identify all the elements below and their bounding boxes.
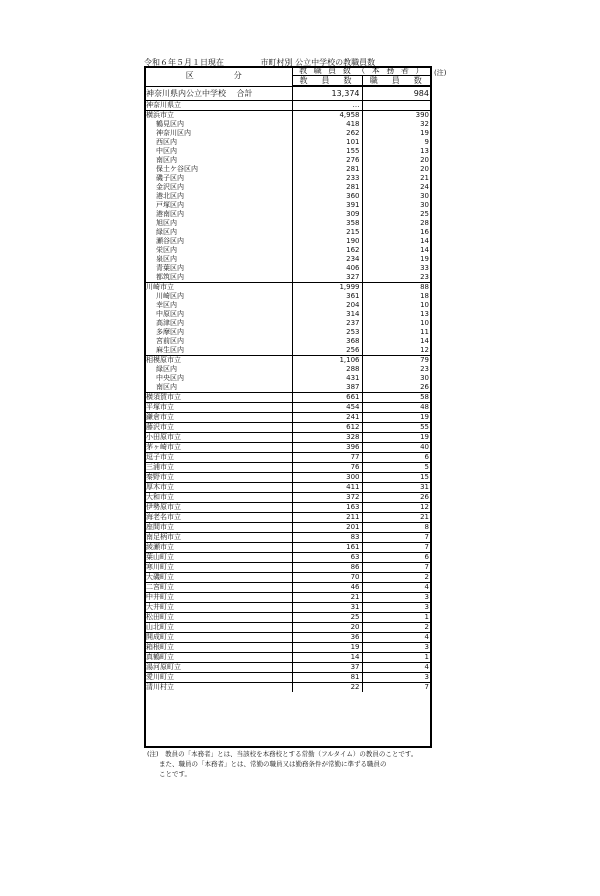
row-teachers: 14 xyxy=(292,653,362,663)
row-staff: 1 xyxy=(362,653,432,663)
row-name: 南足柄市立 xyxy=(144,533,292,543)
table-row xyxy=(144,129,432,138)
row-teachers: 163 xyxy=(292,503,362,513)
row-staff: 30 xyxy=(420,201,429,209)
table-row xyxy=(144,403,432,413)
row-name: 海老名市立 xyxy=(144,513,292,523)
row-teachers: 454 xyxy=(292,403,362,413)
row-teachers: 262 xyxy=(292,129,362,138)
note-mark: (注) xyxy=(434,69,447,77)
header-group: 教 職 員 数 （ 本 務 者 ） xyxy=(292,66,432,76)
table-row xyxy=(144,120,432,129)
row-staff: 13 xyxy=(420,310,429,318)
row-name: 川崎区内 xyxy=(144,292,292,301)
table-row xyxy=(144,246,432,255)
row-staff: 20 xyxy=(420,156,429,164)
row-teachers: 31 xyxy=(292,603,362,613)
header-teachers: 教 員 数 xyxy=(292,76,362,87)
row-staff: 32 xyxy=(420,120,429,128)
row-name: 小田原市立 xyxy=(144,433,292,443)
row-name: 藤沢市立 xyxy=(144,423,292,433)
table-row xyxy=(144,101,432,111)
row-name: 松田町立 xyxy=(144,613,292,623)
table-row xyxy=(144,423,432,433)
row-name: 都筑区内 xyxy=(144,273,292,283)
table-row xyxy=(144,328,432,337)
row-teachers: 387 xyxy=(292,383,362,393)
row-teachers: 372 xyxy=(292,493,362,503)
row-teachers: 234 xyxy=(292,255,362,264)
table-row xyxy=(144,573,432,583)
row-teachers: 201 xyxy=(292,523,362,533)
row-teachers: 19 xyxy=(292,643,362,653)
row-staff: 14 xyxy=(420,246,429,254)
row-name: 多摩区内 xyxy=(144,328,292,337)
header-staff: 職 員 数 xyxy=(362,76,432,87)
row-teachers: 411 xyxy=(292,483,362,493)
total-staff: 984 xyxy=(362,86,432,101)
row-teachers: 4,958 xyxy=(292,111,362,121)
row-teachers: 309 xyxy=(292,210,362,219)
row-teachers: 328 xyxy=(292,433,362,443)
row-staff: 24 xyxy=(420,183,429,191)
table-row xyxy=(144,374,432,383)
row-name: 戸塚区内 xyxy=(144,201,292,210)
row-staff: 26 xyxy=(362,493,432,503)
table-row xyxy=(144,673,432,683)
row-staff: 12 xyxy=(420,346,429,354)
row-staff: 20 xyxy=(420,165,429,173)
row-staff: 19 xyxy=(362,413,432,423)
row-teachers: 76 xyxy=(292,463,362,473)
row-name: 磯子区内 xyxy=(144,174,292,183)
table-row xyxy=(144,603,432,613)
table-row xyxy=(144,393,432,403)
row-teachers: 86 xyxy=(292,563,362,573)
row-staff: 88 xyxy=(362,283,432,293)
table-row xyxy=(144,453,432,463)
row-teachers: 1,106 xyxy=(292,356,362,366)
row-staff: 25 xyxy=(420,210,429,218)
table-row xyxy=(144,633,432,643)
row-name: 中区内 xyxy=(144,147,292,156)
row-name: 横浜市立 xyxy=(144,111,292,121)
table-row xyxy=(144,523,432,533)
row-staff: 7 xyxy=(362,543,432,553)
row-name: 泉区内 xyxy=(144,255,292,264)
row-teachers: 22 xyxy=(292,683,362,693)
row-staff: 390 xyxy=(362,111,432,121)
row-staff: 23 xyxy=(420,365,429,373)
table-row xyxy=(144,583,432,593)
row-teachers: 327 xyxy=(292,273,362,283)
staff-table xyxy=(144,66,432,692)
row-name: 川崎市立 xyxy=(144,283,292,293)
row-staff: 48 xyxy=(362,403,432,413)
row-staff: 23 xyxy=(420,273,429,281)
table-row xyxy=(144,533,432,543)
row-teachers: 46 xyxy=(292,583,362,593)
row-teachers: 20 xyxy=(292,623,362,633)
table-row xyxy=(144,156,432,165)
row-teachers: 77 xyxy=(292,453,362,463)
row-name: 大井町立 xyxy=(144,603,292,613)
row-name: 清川村立 xyxy=(144,683,292,693)
row-staff: 12 xyxy=(362,503,432,513)
row-teachers: 161 xyxy=(292,543,362,553)
row-teachers: 360 xyxy=(292,192,362,201)
row-staff: 14 xyxy=(420,337,429,345)
row-name: 座間市立 xyxy=(144,523,292,533)
row-staff: 28 xyxy=(420,219,429,227)
row-name: 厚木市立 xyxy=(144,483,292,493)
row-teachers: 661 xyxy=(292,393,362,403)
row-teachers: 204 xyxy=(292,301,362,310)
caption-title: 市町村別 公立中学校の教職員数 xyxy=(260,58,376,67)
table-row xyxy=(144,283,432,293)
row-staff: 6 xyxy=(362,453,432,463)
row-teachers: 361 xyxy=(292,292,362,301)
row-teachers: 215 xyxy=(292,228,362,237)
row-teachers: 241 xyxy=(292,413,362,423)
table-row xyxy=(144,613,432,623)
row-teachers: 237 xyxy=(292,319,362,328)
row-teachers: 101 xyxy=(292,138,362,147)
row-name: 港北区内 xyxy=(144,192,292,201)
table-row xyxy=(144,443,432,453)
row-teachers: 300 xyxy=(292,473,362,483)
row-teachers: 253 xyxy=(292,328,362,337)
row-teachers: 358 xyxy=(292,219,362,228)
row-name: 西区内 xyxy=(144,138,292,147)
row-staff: 31 xyxy=(362,483,432,493)
row-name: 中井町立 xyxy=(144,593,292,603)
table-row xyxy=(144,513,432,523)
table-row xyxy=(144,273,432,283)
table-row xyxy=(144,310,432,319)
row-staff: 21 xyxy=(362,513,432,523)
table-row xyxy=(144,219,432,228)
row-staff: 18 xyxy=(420,292,429,300)
row-staff: 19 xyxy=(420,255,429,263)
row-name: 麻生区内 xyxy=(144,346,292,356)
table-row xyxy=(144,301,432,310)
row-staff: 9 xyxy=(424,138,429,146)
row-staff: 16 xyxy=(420,228,429,236)
row-teachers: 21 xyxy=(292,593,362,603)
row-name: 箱根町立 xyxy=(144,643,292,653)
row-name: 大磯町立 xyxy=(144,573,292,583)
row-name: 真鶴町立 xyxy=(144,653,292,663)
row-teachers: 276 xyxy=(292,156,362,165)
table-row xyxy=(144,183,432,192)
row-name: 開成町立 xyxy=(144,633,292,643)
row-staff: 3 xyxy=(362,643,432,653)
table-row xyxy=(144,473,432,483)
row-name: 高津区内 xyxy=(144,319,292,328)
table-row xyxy=(144,563,432,573)
row-name: 鎌倉市立 xyxy=(144,413,292,423)
row-staff: 5 xyxy=(362,463,432,473)
row-staff: 33 xyxy=(420,264,429,272)
header-area: 区 分 xyxy=(144,66,292,86)
row-name: 神奈川県立 xyxy=(144,101,292,111)
table-row xyxy=(144,264,432,273)
row-teachers: 281 xyxy=(292,183,362,192)
row-name: 栄区内 xyxy=(144,246,292,255)
row-staff: 4 xyxy=(362,583,432,593)
row-staff: 26 xyxy=(420,383,429,391)
row-teachers: 368 xyxy=(292,337,362,346)
row-teachers: 612 xyxy=(292,423,362,433)
table-row xyxy=(144,356,432,366)
row-teachers: 281 xyxy=(292,165,362,174)
row-staff: 1 xyxy=(362,613,432,623)
row-staff: 4 xyxy=(362,663,432,673)
table-row xyxy=(144,483,432,493)
row-name: 緑区内 xyxy=(144,228,292,237)
row-name: 茅ヶ崎市立 xyxy=(144,443,292,453)
row-name: 宮前区内 xyxy=(144,337,292,346)
table-row xyxy=(144,413,432,423)
total-name: 神奈川県内公立中学校 合計 xyxy=(144,86,292,101)
row-staff: 21 xyxy=(420,174,429,182)
row-staff: 40 xyxy=(362,443,432,453)
row-staff: 2 xyxy=(362,623,432,633)
row-staff: 58 xyxy=(362,393,432,403)
row-name: 綾瀬市立 xyxy=(144,543,292,553)
row-name: 寒川町立 xyxy=(144,563,292,573)
caption-date: 令和６年５月１日現在 xyxy=(144,58,224,67)
table-row xyxy=(144,623,432,633)
row-name: 金沢区内 xyxy=(144,183,292,192)
total-teachers: 13,374 xyxy=(292,86,362,101)
row-teachers: 162 xyxy=(292,246,362,255)
row-staff: 7 xyxy=(362,533,432,543)
row-teachers: 81 xyxy=(292,673,362,683)
table-row xyxy=(144,553,432,563)
footnote-line-3: ことです。 xyxy=(159,770,191,778)
row-staff: 13 xyxy=(420,147,429,155)
row-teachers: 70 xyxy=(292,573,362,583)
footnote-line-2: また、職員の「本務者」とは、常勤の職員又は勤務条件が常勤に準ずる職員の xyxy=(159,760,387,768)
row-staff: 3 xyxy=(362,603,432,613)
table-row xyxy=(144,683,432,693)
row-name: 旭区内 xyxy=(144,219,292,228)
table-row xyxy=(144,174,432,183)
table-row xyxy=(144,493,432,503)
row-staff: 19 xyxy=(362,433,432,443)
table-row xyxy=(144,593,432,603)
row-staff: 6 xyxy=(362,553,432,563)
row-teachers: 391 xyxy=(292,201,362,210)
row-staff: 79 xyxy=(362,356,432,366)
row-staff: 3 xyxy=(362,673,432,683)
table-row xyxy=(144,663,432,673)
row-teachers: 83 xyxy=(292,533,362,543)
table-row xyxy=(144,643,432,653)
row-staff: 19 xyxy=(420,129,429,137)
row-teachers: 396 xyxy=(292,443,362,453)
row-name: 南区内 xyxy=(144,156,292,165)
table-row xyxy=(144,210,432,219)
table-row xyxy=(144,111,432,121)
row-teachers: 190 xyxy=(292,237,362,246)
row-name: 中央区内 xyxy=(144,374,292,383)
table-row xyxy=(144,292,432,301)
row-teachers: 233 xyxy=(292,174,362,183)
row-staff: 30 xyxy=(420,192,429,200)
row-teachers: … xyxy=(292,101,362,111)
row-staff: 10 xyxy=(420,301,429,309)
row-teachers: 288 xyxy=(292,365,362,374)
table-row xyxy=(144,346,432,356)
row-name: 青葉区内 xyxy=(144,264,292,273)
table-row xyxy=(144,383,432,393)
table-row xyxy=(144,138,432,147)
row-teachers: 314 xyxy=(292,310,362,319)
row-name: 保土ケ谷区内 xyxy=(144,165,292,174)
row-teachers: 211 xyxy=(292,513,362,523)
row-name: 横須賀市立 xyxy=(144,393,292,403)
table-row xyxy=(144,255,432,264)
footnote xyxy=(147,749,447,779)
row-name: 二宮町立 xyxy=(144,583,292,593)
table-row xyxy=(144,337,432,346)
row-name: 愛川町立 xyxy=(144,673,292,683)
row-name: 逗子市立 xyxy=(144,453,292,463)
row-staff: 3 xyxy=(362,593,432,603)
row-name: 葉山町立 xyxy=(144,553,292,563)
row-name: 大和市立 xyxy=(144,493,292,503)
row-teachers: 418 xyxy=(292,120,362,129)
row-staff: 15 xyxy=(362,473,432,483)
row-name: 平塚市立 xyxy=(144,403,292,413)
table-row xyxy=(144,653,432,663)
row-teachers: 63 xyxy=(292,553,362,563)
table-row xyxy=(144,319,432,328)
row-staff: 2 xyxy=(362,573,432,583)
row-staff: 11 xyxy=(420,328,429,336)
row-name: 三浦市立 xyxy=(144,463,292,473)
total-row xyxy=(144,86,432,101)
row-teachers: 256 xyxy=(292,346,362,356)
row-staff xyxy=(362,101,432,111)
row-name: 神奈川区内 xyxy=(144,129,292,138)
row-staff: 7 xyxy=(362,563,432,573)
table-row xyxy=(144,503,432,513)
row-name: 瀬谷区内 xyxy=(144,237,292,246)
row-staff: 10 xyxy=(420,319,429,327)
table-row xyxy=(144,237,432,246)
table-row xyxy=(144,543,432,553)
row-name: 幸区内 xyxy=(144,301,292,310)
row-name: 湯河原町立 xyxy=(144,663,292,673)
row-name: 伊勢原市立 xyxy=(144,503,292,513)
row-name: 相模原市立 xyxy=(144,356,292,366)
table-row xyxy=(144,165,432,174)
table-row xyxy=(144,192,432,201)
row-name: 鶴見区内 xyxy=(144,120,292,129)
table-row xyxy=(144,228,432,237)
row-name: 中原区内 xyxy=(144,310,292,319)
table-row xyxy=(144,201,432,210)
row-teachers: 406 xyxy=(292,264,362,273)
row-name: 山北町立 xyxy=(144,623,292,633)
row-staff: 55 xyxy=(362,423,432,433)
row-name: 緑区内 xyxy=(144,365,292,374)
row-teachers: 155 xyxy=(292,147,362,156)
row-staff: 4 xyxy=(362,633,432,643)
row-name: 港南区内 xyxy=(144,210,292,219)
row-teachers: 25 xyxy=(292,613,362,623)
row-name: 秦野市立 xyxy=(144,473,292,483)
table-row xyxy=(144,147,432,156)
row-staff: 14 xyxy=(420,237,429,245)
table-row xyxy=(144,433,432,443)
row-staff: 7 xyxy=(362,683,432,693)
row-staff: 8 xyxy=(362,523,432,533)
table-row xyxy=(144,463,432,473)
footnote-line-1: (注) 教員の「本務者」とは、当該校を本務校とする常勤（フルタイム）の教員のことです。 xyxy=(147,750,418,758)
row-teachers: 431 xyxy=(292,374,362,383)
row-name: 南区内 xyxy=(144,383,292,393)
row-teachers: 37 xyxy=(292,663,362,673)
table-row xyxy=(144,365,432,374)
row-teachers: 1,999 xyxy=(292,283,362,293)
row-staff: 30 xyxy=(420,374,429,382)
row-teachers: 36 xyxy=(292,633,362,643)
